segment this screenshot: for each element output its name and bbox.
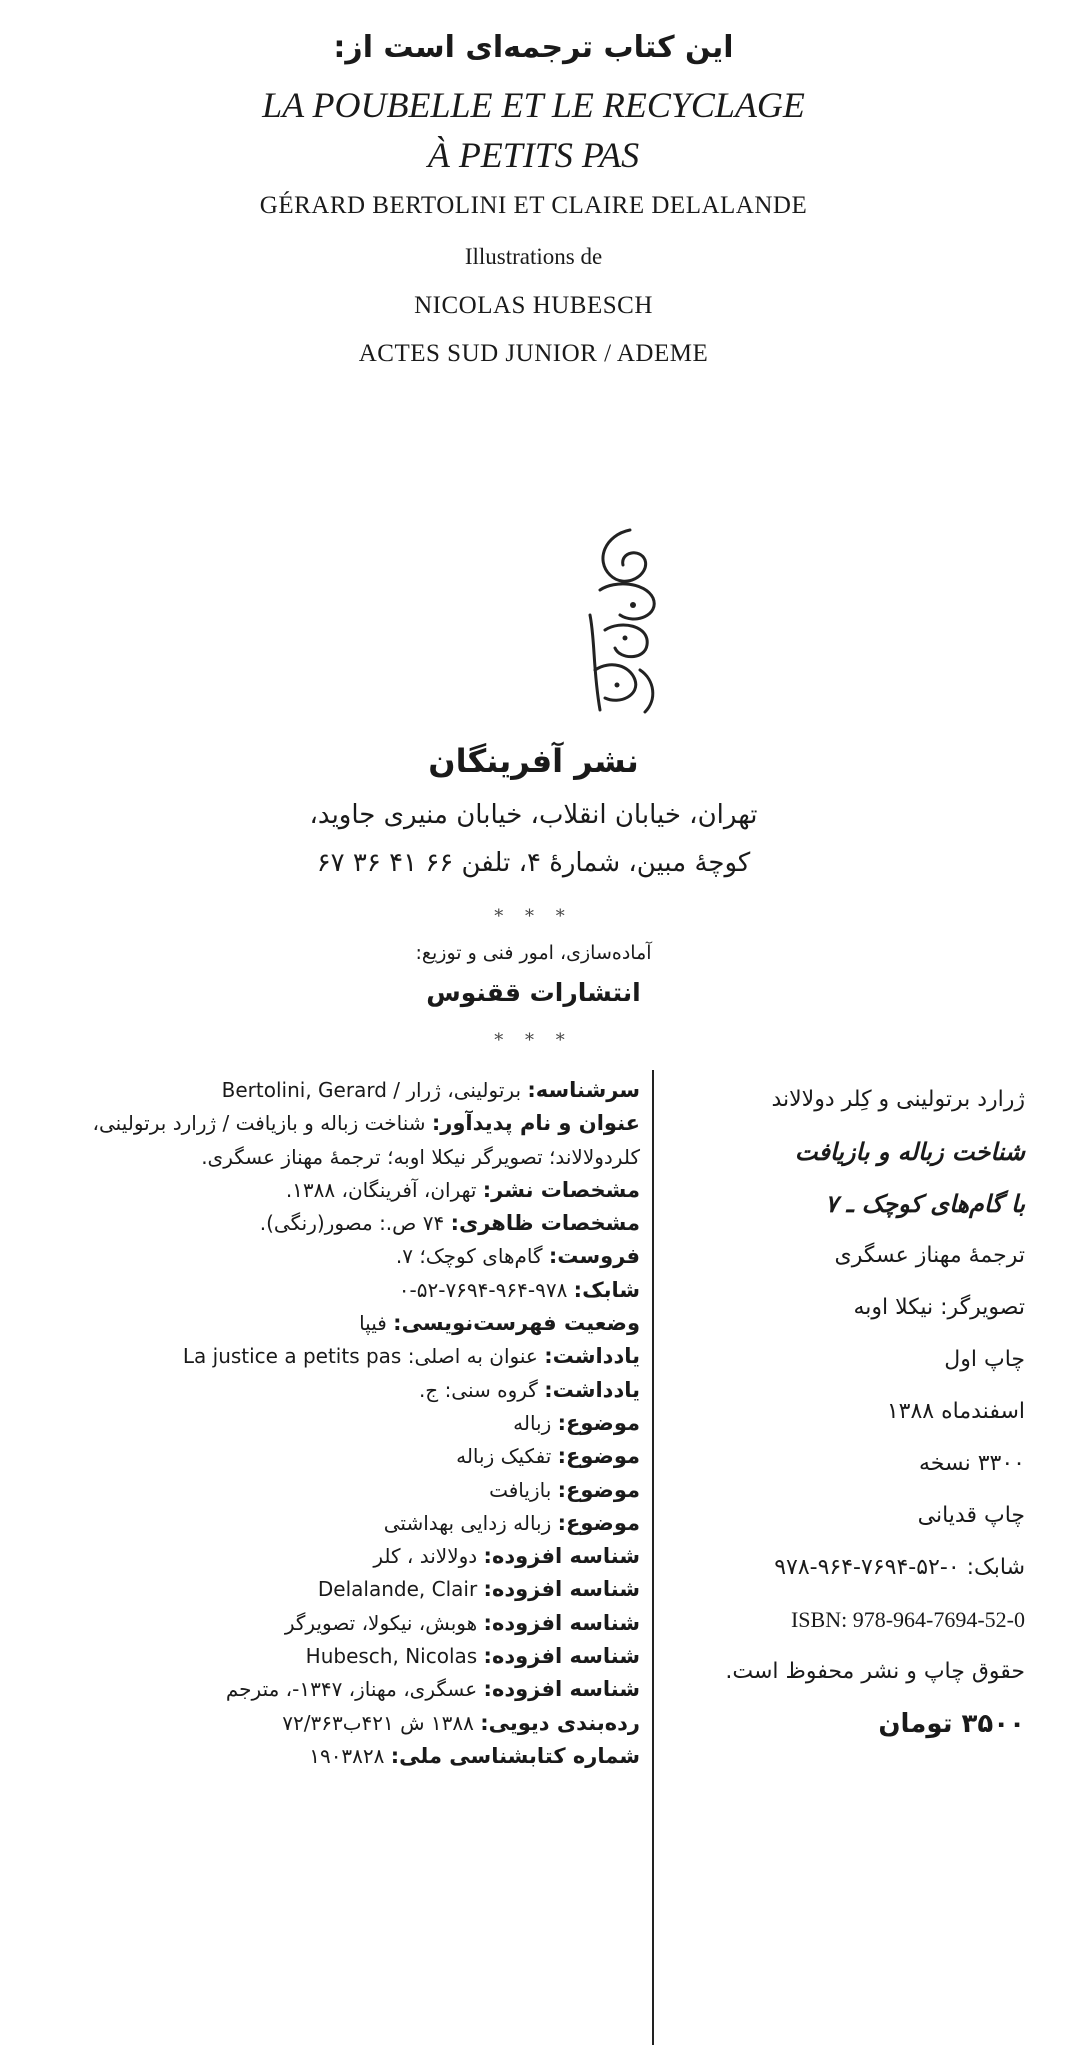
original-title-line-2: À PETITS PAS (427, 135, 640, 175)
catalog-value: Delalande, Clair (317, 1577, 478, 1602)
catalog-row (150, 1207, 640, 1240)
book-printer: چاپ قدیانی (917, 1503, 1025, 1528)
book-shabak: شابک: ۰-۵۲-۷۶۹۴-۹۶۴-۹۷۸ (774, 1555, 1025, 1580)
catalog-key: رده‌بندی دیویی: (480, 1710, 640, 1735)
catalog-key: یادداشت: (544, 1377, 640, 1402)
publisher-name: نشر آفرینگان (428, 742, 639, 780)
catalog-row (150, 1640, 640, 1673)
catalog-value: ۹۷۸-۹۶۴-۷۶۹۴-۵۲-۰ (398, 1277, 568, 1302)
book-price: ۳۵۰۰ تومان (878, 1709, 1025, 1739)
catalog-value: تهران، آفرینگان، ۱۳۸۸. (285, 1177, 477, 1202)
catalog-value: بازیافت (489, 1477, 552, 1502)
catalog-value: عنوان به اصلی: La justice a petits pas (182, 1344, 538, 1369)
catalog-row (150, 1673, 640, 1706)
cataloging-data (92, 1074, 640, 1773)
book-authors: ژرارد برتولینی و کِلر دولالاند (771, 1087, 1025, 1112)
catalog-key: یادداشت: (544, 1344, 640, 1369)
catalog-row (150, 1507, 640, 1540)
book-print-run: ۳۳۰۰ نسخه (918, 1451, 1025, 1476)
catalog-row (150, 1540, 640, 1573)
catalog-row (150, 1340, 640, 1373)
catalog-value: برتولینی، ژرار / Bertolini, Gerard (221, 1078, 522, 1102)
catalog-key: شماره کتابشناسی ملی: (390, 1743, 640, 1768)
catalog-key: موضوع: (557, 1477, 640, 1502)
catalog-row (150, 1573, 640, 1606)
catalog-key: موضوع: (557, 1510, 640, 1535)
preparation-label: آماده‌سازی، امور فنی و توزیع: (415, 942, 652, 964)
catalog-value: کلردولالاند؛ تصویرگر نیکلا اوبه؛ ترجمهٔ مهناز عسگری. (201, 1144, 640, 1169)
book-isbn: ISBN: 978-964-7694-52-0 (790, 1607, 1025, 1632)
catalog-row (150, 1474, 640, 1507)
catalog-key: شناسه افزوده: (483, 1544, 640, 1569)
afarinegan-calligraphy-logo-icon (575, 520, 675, 720)
catalog-key: شناسه افزوده: (483, 1677, 640, 1702)
book-series: با گام‌های کوچک ـ ۷ (825, 1190, 1025, 1218)
catalog-row (150, 1707, 640, 1740)
book-copyright: حقوق چاپ و نشر محفوظ است. (725, 1659, 1025, 1684)
catalog-value: فیپا (359, 1311, 387, 1336)
catalog-value: عسگری، مهناز، ۱۳۴۷-، مترجم (225, 1677, 478, 1702)
book-edition: چاپ اول (944, 1347, 1025, 1372)
catalog-key: شناسه افزوده: (483, 1577, 640, 1602)
catalog-row (150, 1307, 640, 1340)
separator-stars: * * * (494, 1030, 573, 1051)
publisher-address-line-2: کوچهٔ مبین، شمارهٔ ۴، تلفن ۶۶ ۴۱ ۳۶ ۶۷ (316, 848, 751, 878)
catalog-row (150, 1174, 640, 1207)
catalog-value: ۷۴ ص.: مصور(رنگی). (259, 1211, 445, 1236)
catalog-row (150, 1374, 640, 1407)
catalog-key: فروست: (548, 1244, 640, 1269)
catalog-row (150, 1274, 640, 1307)
catalog-value: تفکیک زباله (456, 1444, 552, 1469)
catalog-value: هوبش، نیکولا، تصویرگر (284, 1610, 478, 1635)
original-publisher: ACTES SUD JUNIOR / ADEME (358, 340, 709, 367)
catalog-value: گروه سنی: ج. (418, 1377, 538, 1402)
catalog-value: Hubesch, Nicolas (305, 1644, 478, 1669)
book-illustrator: تصویرگر: نیکلا اوبه (853, 1295, 1025, 1320)
catalog-row (150, 1240, 640, 1273)
catalog-row (150, 1440, 640, 1473)
catalog-value: زباله (513, 1410, 552, 1435)
book-date: اسفندماه ۱۳۸۸ (886, 1399, 1025, 1424)
catalog-key: سرشناسه: (527, 1078, 640, 1102)
catalog-value: گام‌های کوچک؛ ۷. (395, 1244, 543, 1269)
catalog-row (150, 1407, 640, 1440)
preparation-publisher: انتشارات ققنوس (426, 978, 641, 1007)
catalog-key: شناسه افزوده: (483, 1610, 640, 1635)
catalog-value: ۱۳۸۸ ش ۴۲۱ب۷۲/۳۶۳ (282, 1710, 474, 1735)
catalog-row (150, 1740, 640, 1773)
book-title: شناخت زباله و بازیافت (794, 1138, 1025, 1166)
publisher-address-line-1: تهران، خیابان انقلاب، خیابان منیری جاوید، (309, 800, 758, 830)
original-authors: GÉRARD BERTOLINI ET CLAIRE DELALANDE (259, 192, 808, 219)
catalog-row (150, 1141, 640, 1174)
catalog-value: دولالاند ، کلر (373, 1544, 478, 1569)
catalog-key: مشخصات ظاهری: (450, 1211, 640, 1236)
illustrator-name: NICOLAS HUBESCH (414, 292, 653, 319)
catalog-key: شابک: (573, 1277, 640, 1302)
separator-stars: * * * (494, 906, 573, 927)
original-title (0, 80, 1067, 180)
original-title-line-1: LA POUBELLE ET LE RECYCLAGE (262, 85, 805, 125)
catalog-row (150, 1607, 640, 1640)
catalog-value: ۱۹۰۳۸۲۸ (309, 1743, 385, 1768)
catalog-key: موضوع: (557, 1410, 640, 1435)
catalog-row (150, 1074, 640, 1107)
catalog-value: شناخت زباله و بازیافت / ژرارد برتولینی، (92, 1111, 426, 1136)
catalog-value: زباله زدایی بهداشتی (383, 1510, 552, 1535)
column-divider (652, 1070, 654, 2045)
book-info-column (665, 1074, 1025, 1750)
catalog-row (92, 1107, 640, 1140)
catalog-key: وضعیت فهرست‌نویسی: (393, 1311, 640, 1336)
book-translator: ترجمهٔ مهناز عسگری (834, 1243, 1025, 1268)
catalog-key: موضوع: (557, 1444, 640, 1469)
illustrations-label: Illustrations de (464, 244, 603, 269)
catalog-key: مشخصات نشر: (482, 1177, 640, 1202)
catalog-key: عنوان و نام پدیدآور: (431, 1111, 640, 1136)
translation-intro: این کتاب ترجمه‌ای است از: (333, 30, 734, 65)
catalog-key: شناسه افزوده: (483, 1644, 640, 1669)
